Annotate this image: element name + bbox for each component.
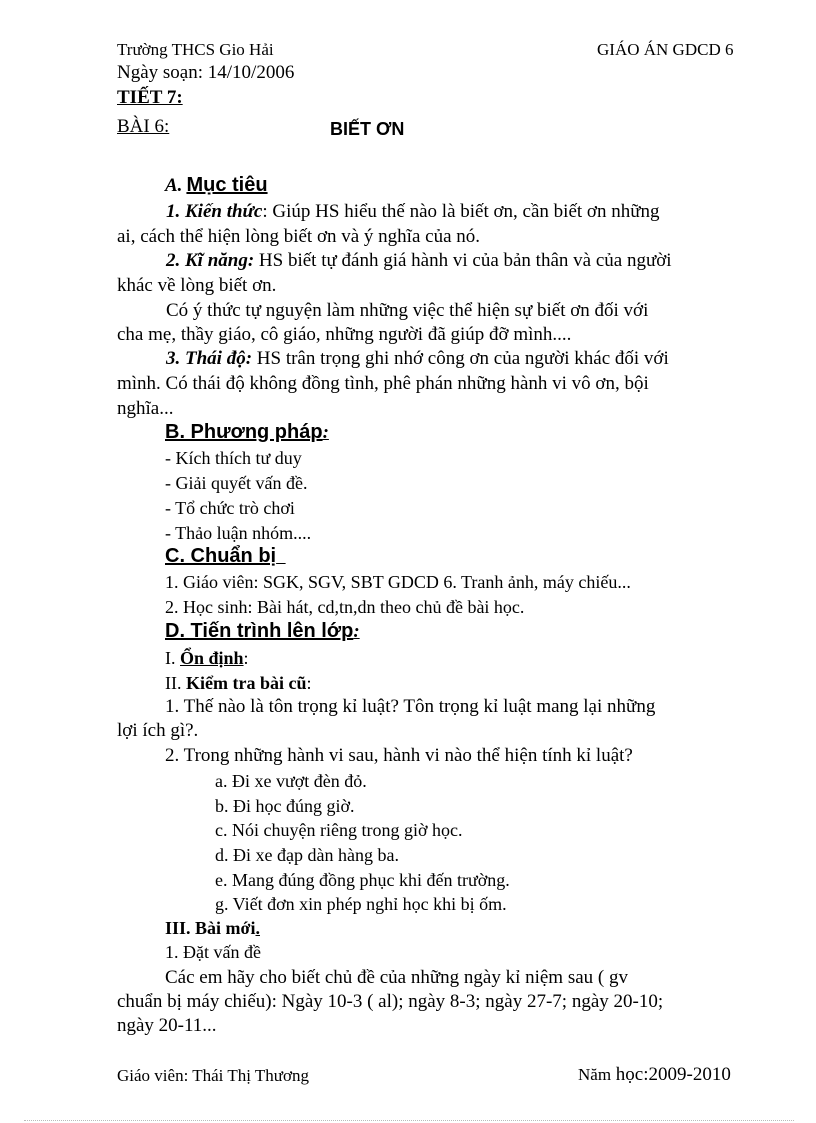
period-label: TIẾT 7: xyxy=(117,87,183,108)
lesson-label: BÀI 6: xyxy=(117,116,170,137)
section-b-title: B. Phương pháp xyxy=(165,421,323,443)
knowledge-line xyxy=(166,201,660,223)
knowledge-text-2: ai, cách thể hiện lòng biết ơn và ý nghĩa của nó. xyxy=(117,226,481,247)
skill-text: HS biết tự đánh giá hành vi của bản thân và của người xyxy=(254,250,672,271)
option-item: e. Mang đúng đồng phục khi đến trường. xyxy=(215,870,510,890)
skill-text-2: khác về lòng biết ơn. xyxy=(117,275,277,296)
footer-year-value: học:2009-2010 xyxy=(611,1064,731,1085)
attitude-text-2: mình. Có thái độ không đồng tình, phê phán những hành vi vô ơn, bội xyxy=(117,373,649,394)
skill-para-2: cha mẹ, thầy giáo, cô giáo, những người đã giúp đỡ mình.... xyxy=(117,324,572,345)
attitude-label: 3. Thái độ: xyxy=(166,348,253,369)
paragraph-line: ngày 20-11... xyxy=(117,1015,217,1036)
step-i-num: I. xyxy=(165,648,180,668)
footer-teacher: Giáo viên: Thái Thị Thương xyxy=(117,1066,309,1085)
option-item: c. Nói chuyện riêng trong giờ học. xyxy=(215,820,463,840)
question-2: 2. Trong những hành vi sau, hành vi nào thể hiện tính kỉ luật? xyxy=(165,745,633,766)
prep-item: 2. Học sinh: Bài hát, cd,tn,dn theo chủ đề bài học. xyxy=(165,597,525,617)
prep-date: Ngày soạn: 14/10/2006 xyxy=(117,62,295,83)
method-item: - Thảo luận nhóm.... xyxy=(165,523,312,543)
section-b-heading xyxy=(165,421,329,444)
skill-para: Có ý thức tự nguyện làm những việc thể hiện sự biết ơn đối với xyxy=(166,300,649,321)
question-1-cont: lợi ích gì?. xyxy=(117,720,199,741)
skill-label: 2. Kĩ năng: xyxy=(166,250,255,271)
option-item: b. Đi học đúng giờ. xyxy=(215,796,355,816)
skill-line xyxy=(166,250,672,272)
step-iii-num: III. xyxy=(165,918,196,938)
knowledge-text: : Giúp HS hiểu thế nào là biết ơn, cần biết ơn những xyxy=(262,201,660,222)
step-ii-num: II. xyxy=(165,673,186,693)
section-c-heading xyxy=(165,545,286,568)
paragraph-line: chuẩn bị máy chiếu): Ngày 10-3 ( al); ngày 8-3; ngày 27-7; ngày 20-10; xyxy=(117,991,664,1012)
attitude-text-3: nghĩa... xyxy=(117,398,174,419)
problem-heading: 1. Đặt vấn đề xyxy=(165,942,261,962)
section-a-title: Mục tiêu xyxy=(186,174,268,196)
paragraph-line: Các em hãy cho biết chủ đề của những ngày kỉ niệm sau ( gv xyxy=(165,967,628,988)
attitude-text: HS trân trọng ghi nhớ công ơn của người khác đối với xyxy=(252,348,669,369)
section-a-heading xyxy=(165,174,268,197)
attitude-line xyxy=(166,348,669,370)
prep-item: 1. Giáo viên: SGK, SGV, SBT GDCD 6. Tranh ảnh, máy chiếu... xyxy=(165,572,631,592)
step-i-label: Ổn định xyxy=(180,648,244,668)
step-ii-label: Kiểm tra bài cũ xyxy=(186,673,307,693)
option-item: g. Viết đơn xin phép nghỉ học khi bị ốm. xyxy=(215,894,507,914)
section-d-colon: : xyxy=(353,621,360,642)
step-ii xyxy=(165,673,312,694)
section-d-heading xyxy=(165,620,360,643)
method-item: - Kích thích tư duy xyxy=(165,448,302,468)
option-item: d. Đi xe đạp dàn hàng ba. xyxy=(215,845,399,865)
school-name: Trường THCS Gio Hải xyxy=(117,40,274,59)
knowledge-label: 1. Kiến thức xyxy=(166,201,263,222)
step-iii-label: Bài mới xyxy=(195,918,256,938)
section-b-colon: : xyxy=(322,422,329,443)
section-d-title: D. Tiến trình lên lớp xyxy=(165,620,354,642)
option-item: a. Đi xe vượt đèn đỏ. xyxy=(215,771,367,791)
lesson-title: BIẾT ƠN xyxy=(330,119,405,139)
method-item: - Giải quyết vấn đề. xyxy=(165,473,308,493)
section-a-letter: A. xyxy=(165,175,183,196)
footer-year xyxy=(578,1064,731,1086)
page-bottom-divider xyxy=(24,1120,794,1121)
method-item: - Tổ chức trò chơi xyxy=(165,498,295,518)
step-iii xyxy=(165,918,260,939)
section-c-title: C. Chuẩn bị xyxy=(165,545,277,567)
step-i xyxy=(165,648,249,669)
step-iii-dot: . xyxy=(255,918,260,938)
question-1: 1. Thế nào là tôn trọng kỉ luật? Tôn trọng kỉ luật mang lại những xyxy=(165,696,656,717)
doc-type: GIÁO ÁN GDCD 6 xyxy=(597,40,734,59)
step-ii-colon: : xyxy=(306,673,312,693)
step-i-colon: : xyxy=(243,648,249,668)
footer-year-label: Năm xyxy=(578,1065,612,1084)
